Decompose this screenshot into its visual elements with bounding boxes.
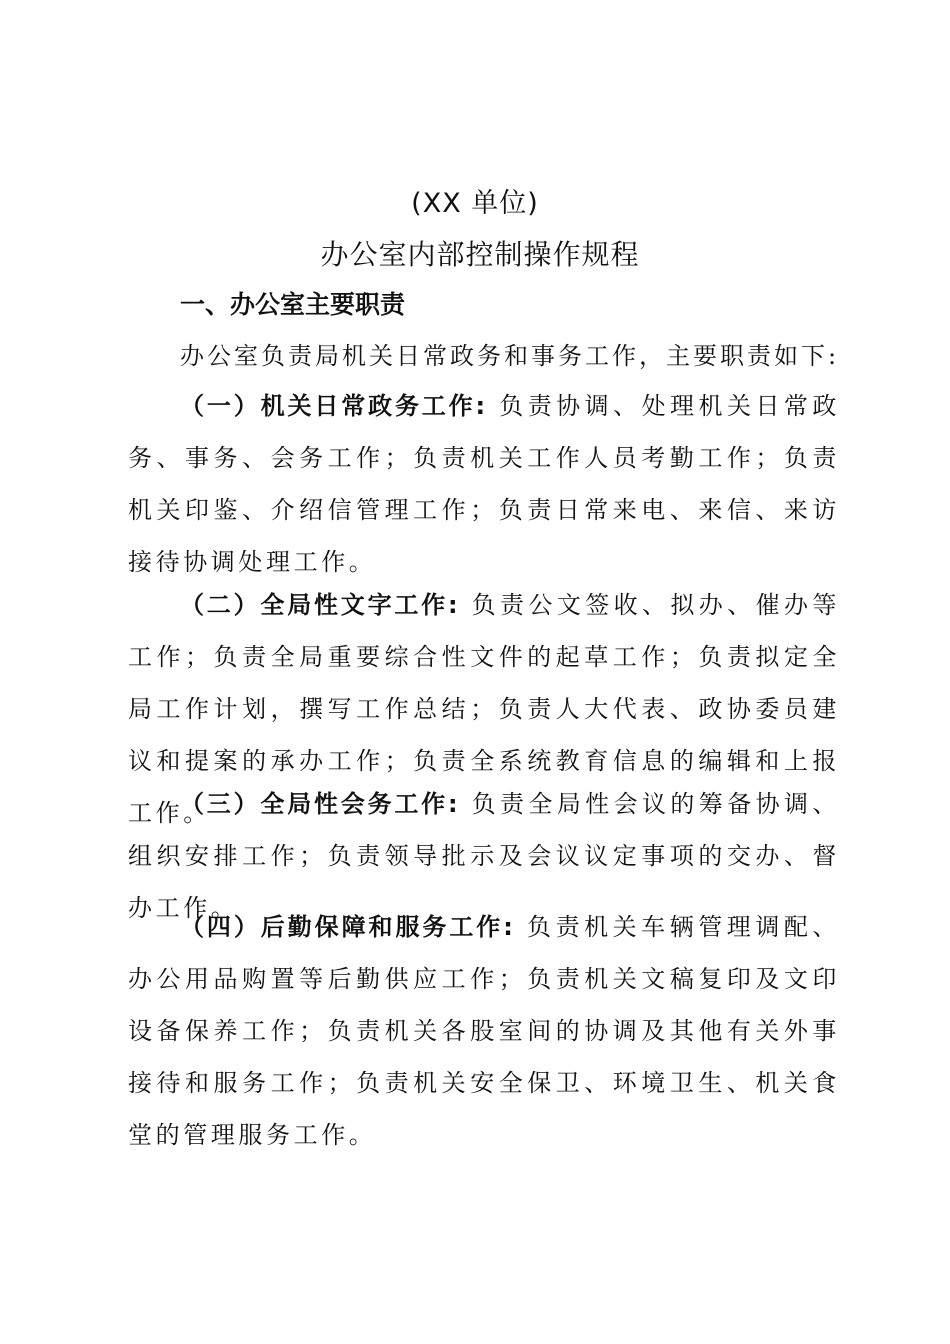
duty-heading: （二）全局性文字工作: (180, 591, 460, 619)
duty-text: 负责机关车辆管理调配、办公用品购置等后勤供应工作；负责机关文稿复印及文印设备保养工作；负责机关各股室间的协调及其他有关外事接待和服务工作；负责机关安全保卫、环境卫生、机关食堂的管理服务工作。 (128, 913, 840, 1149)
duty-text: 负责协调、处理机关日常政务、事务、会务工作；负责机关工作人员考勤工作；负责机关印鉴、介绍信管理工作；负责日常来电、来信、来访接待协调处理工作。 (128, 392, 840, 576)
duty-text: 负责全局性会议的筹备协调、组织安排工作；负责领导批示及会议议定事项的交办、督办工作。 (128, 790, 840, 922)
duty-text: 负责公文签收、拟办、催办等工作；负责全局重要综合性文件的起草工作；负责拟定全局工作计划，撰写工作总结；负责人大代表、政协委员建议和提案的承办工作；负责全系统教育信息的编辑和上报工作。 (128, 591, 840, 827)
duty-paragraph-1 (128, 380, 840, 588)
duty-heading: （三）全局性会务工作: (180, 790, 460, 818)
duty-paragraph-4 (128, 901, 840, 1161)
document-title: 办公室内部控制操作规程 (320, 238, 640, 271)
section-heading: 一、办公室主要职责 (180, 290, 406, 319)
duty-heading: （一）机关日常政务工作: (180, 392, 488, 420)
intro-paragraph: 办公室负责局机关日常政务和事务工作，主要职责如下: (180, 342, 840, 370)
unit-title: (XX 单位) (411, 188, 539, 219)
duty-heading: （四）后勤保障和服务工作: (180, 913, 515, 941)
